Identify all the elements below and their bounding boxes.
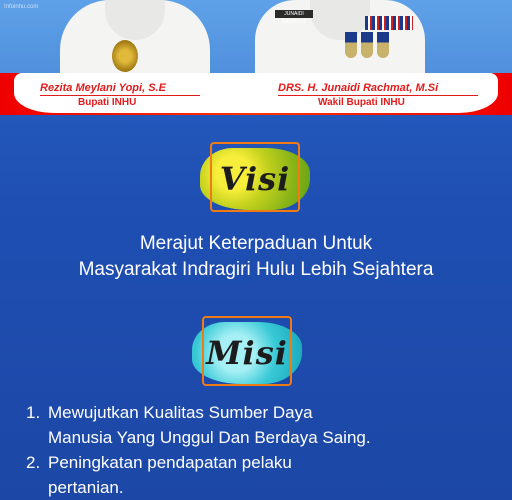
item-text: Mewujutkan Kualitas Sumber Daya <box>48 403 313 422</box>
watermark: Infoinhu.com <box>4 4 39 10</box>
gold-badge-icon <box>112 40 138 72</box>
name-tag: JUNAIDI RACHMAT <box>275 10 313 18</box>
official-photo-right <box>255 0 425 78</box>
medals-icon <box>345 32 389 58</box>
list-item <box>26 450 496 500</box>
officials-photo <box>0 0 512 78</box>
misi-heading: Misi <box>206 334 288 372</box>
misi-emblem <box>192 322 302 384</box>
visi-line: Masyarakat Indragiri Hulu Lebih Sejahtera <box>78 259 434 280</box>
item-number: 2. <box>26 453 41 472</box>
visi-heading: Visi <box>219 160 291 198</box>
item-text: pertanian. <box>48 478 124 497</box>
item-text: Manusia Yang Unggul Dan Berdaya Saing. <box>48 428 371 447</box>
item-number: 1. <box>26 403 41 422</box>
official-role-left: Bupati INHU <box>78 97 137 108</box>
official-name-right: DRS. H. Junaidi Rachmat, M.Si <box>278 82 439 94</box>
official-role-right: Wakil Bupati INHU <box>318 97 405 108</box>
list-item <box>26 400 496 450</box>
visi-emblem <box>200 148 310 210</box>
misi-list <box>26 400 496 500</box>
official-name-left: Rezita Meylani Yopi, S.E <box>40 82 166 94</box>
divider <box>278 95 478 96</box>
official-photo-left <box>60 0 210 78</box>
visi-line: Merajut Keterpaduan Untuk <box>139 233 373 254</box>
ribbon-icon <box>365 16 413 30</box>
item-text: Peningkatan pendapatan pelaku <box>48 453 292 472</box>
divider <box>40 95 200 96</box>
